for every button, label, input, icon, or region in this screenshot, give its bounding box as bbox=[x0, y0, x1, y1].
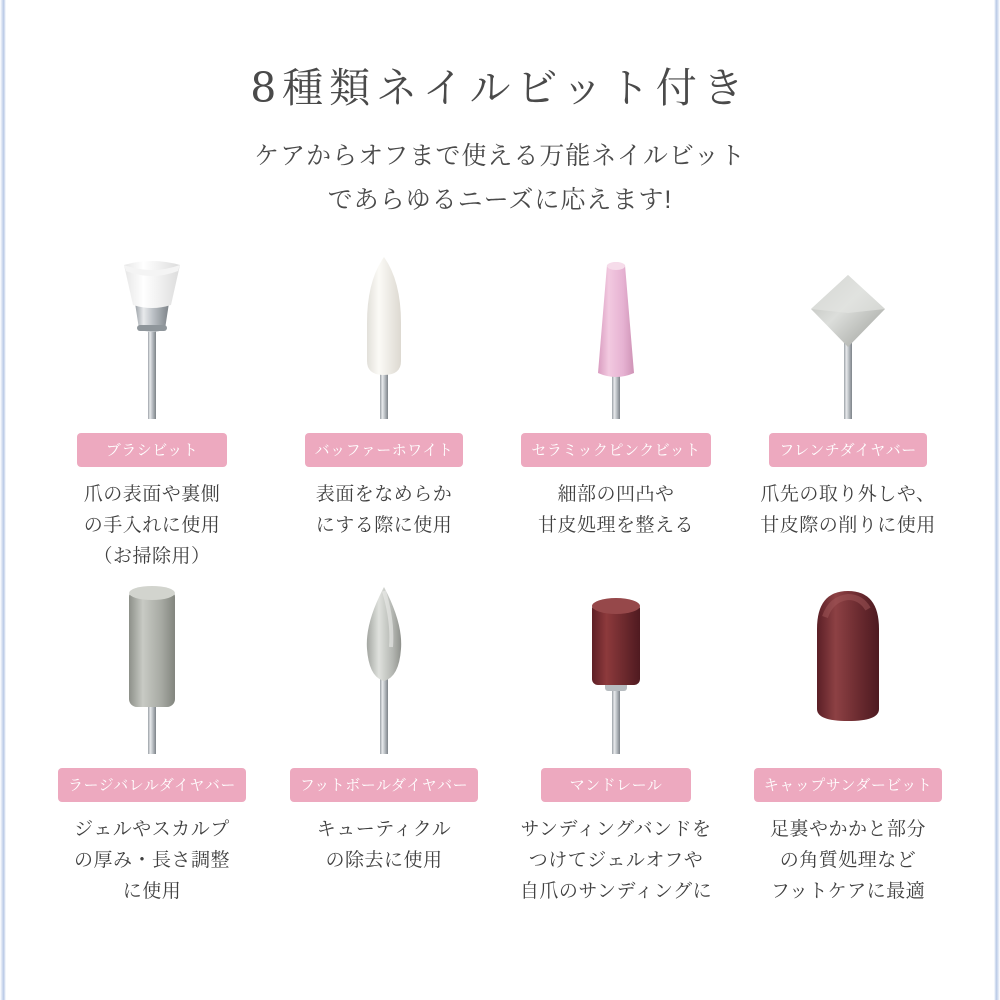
subtitle-line-1: ケアからオフまで使える万能ネイルビット bbox=[254, 142, 746, 171]
desc-line: 爪先の取り外しや、 bbox=[760, 483, 936, 505]
page-title: 8種類ネイルビット付き bbox=[250, 64, 750, 112]
bit-desc-ceramic-pink bbox=[538, 479, 694, 542]
french-diamond-bit-icon bbox=[732, 251, 964, 421]
brush-bit-icon bbox=[36, 251, 268, 421]
bit-desc-brush bbox=[84, 479, 221, 573]
bit-desc-large-barrel bbox=[74, 814, 230, 908]
bit-label-mandrel: マンドレール bbox=[541, 768, 691, 802]
desc-line: 表面をなめらか bbox=[315, 483, 453, 505]
bit-card-cap-sander bbox=[732, 581, 964, 908]
bit-card-brush bbox=[36, 251, 268, 573]
desc-line: の手入れに使用 bbox=[83, 515, 221, 537]
cap-sander-bit-icon bbox=[732, 581, 964, 756]
desc-line: サンディングバンドを bbox=[520, 818, 712, 840]
bit-card-ceramic-pink bbox=[500, 251, 732, 573]
bit-label-buffer-white: バッファーホワイト bbox=[305, 433, 464, 467]
desc-line: フットケアに最適 bbox=[770, 881, 926, 903]
bit-card-football-diamond bbox=[268, 581, 500, 908]
buffer-white-bit-icon bbox=[268, 251, 500, 421]
bit-grid bbox=[0, 251, 1000, 908]
bit-label-large-barrel: ラージバレルダイヤバー bbox=[58, 768, 246, 802]
bit-label-football-diamond: フットボールダイヤバー bbox=[290, 768, 478, 802]
bit-label-cap-sander: キャップサンダービット bbox=[754, 768, 943, 802]
desc-line: に使用 bbox=[122, 881, 182, 903]
large-barrel-diamond-bit-icon bbox=[36, 581, 268, 756]
mandrel-bit-icon bbox=[500, 581, 732, 756]
football-diamond-bit-icon bbox=[268, 581, 500, 756]
desc-line: にする際に使用 bbox=[315, 515, 453, 537]
desc-line: ジェルやスカルプ bbox=[74, 818, 230, 840]
desc-line: 甘皮際の削りに使用 bbox=[760, 515, 936, 537]
left-rail-decoration bbox=[0, 0, 6, 1000]
page-header bbox=[0, 0, 1000, 223]
bit-desc-mandrel bbox=[520, 814, 712, 908]
bit-card-large-barrel bbox=[36, 581, 268, 908]
bit-desc-buffer-white bbox=[316, 479, 453, 542]
bit-card-buffer-white bbox=[268, 251, 500, 573]
desc-line: の厚み・長さ調整 bbox=[73, 850, 230, 872]
desc-line: キューティクル bbox=[316, 818, 452, 840]
desc-line: の除去に使用 bbox=[325, 850, 443, 872]
desc-line: 細部の凹凸や bbox=[557, 483, 675, 505]
bit-desc-football-diamond bbox=[317, 814, 451, 877]
page-subtitle bbox=[0, 135, 1000, 223]
desc-line: 足裏やかかと部分 bbox=[769, 818, 926, 840]
bit-label-brush: ブラシビット bbox=[77, 433, 227, 467]
bit-label-french-diamond: フレンチダイヤバー bbox=[769, 433, 926, 467]
desc-line: 甘皮処理を整える bbox=[537, 515, 694, 537]
right-rail-decoration bbox=[994, 0, 1000, 1000]
bit-label-ceramic-pink: セラミックピンクビット bbox=[521, 433, 710, 467]
desc-line: （お掃除用） bbox=[93, 546, 211, 568]
desc-line: つけてジェルオフや bbox=[528, 850, 704, 872]
bit-card-mandrel bbox=[500, 581, 732, 908]
desc-line: の角質処理など bbox=[779, 850, 917, 872]
subtitle-line-2: であらゆるニーズに応えます! bbox=[327, 185, 673, 214]
bit-desc-cap-sander bbox=[770, 814, 926, 908]
bit-card-french-diamond bbox=[732, 251, 964, 573]
bit-desc-french-diamond bbox=[760, 479, 936, 542]
desc-line: 爪の表面や裏側 bbox=[83, 483, 221, 505]
desc-line: 自爪のサンディングに bbox=[519, 881, 713, 903]
ceramic-pink-bit-icon bbox=[500, 251, 732, 421]
